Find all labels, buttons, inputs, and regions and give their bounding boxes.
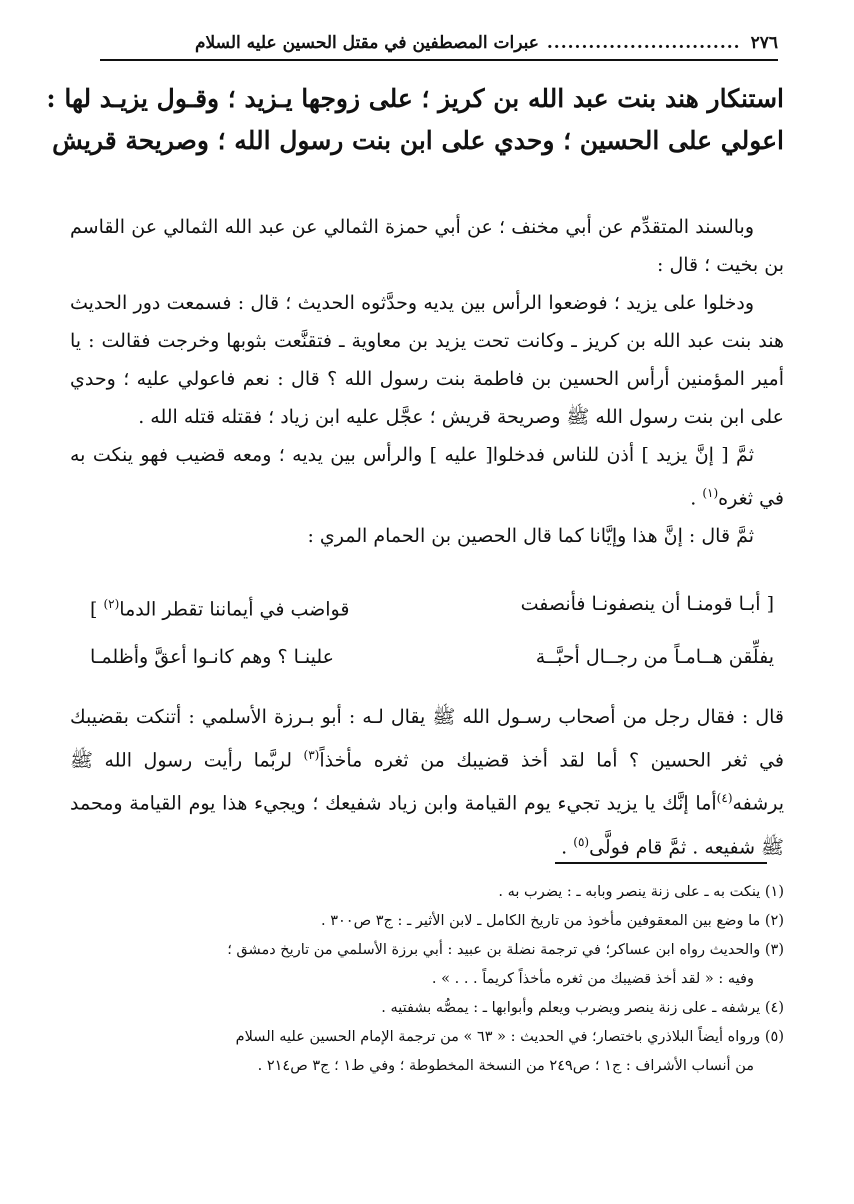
paragraph-isnad: وبالسند المتقدِّم عن أبي مخنف ؛ عن أبي حمزة الثمالي عن عبد الله الثمالي عن القاسم بن بخيت ؛ قال : [70, 216, 784, 276]
poem-line-2-second-hemistich: علينـا ؟ وهم كانـوا أعقَّ وأظلمـا [90, 646, 335, 669]
poem-line-1-second-hemistich [90, 580, 349, 633]
footnotes [70, 878, 784, 1081]
footnote-ref-5: (٥) [573, 834, 590, 849]
footnote-2: (٢) ما وضع بين المعقوفين مأخوذ من تاريخ الكامل ـ لابن الأثير ـ : ج٣ ص٣٠٠ . [320, 913, 784, 929]
footnote-4: (٤) يرشفه ـ على زنة ينصر ويضرب ويعلم وأبوابها ـ : يمصُّه بشفتيه . [381, 1000, 784, 1016]
poem-line-1 [90, 580, 774, 633]
poem-line-2 [90, 633, 774, 681]
footnote-rule [555, 862, 767, 864]
footnote-ref-1: (١) [702, 486, 719, 500]
main-text-continued [70, 698, 784, 866]
footnote-ref-2: (٢) [103, 597, 120, 611]
poem-line-1-first-hemistich: [ أبـا قومنـا أن ينصفونـا فأنصفت [520, 593, 774, 615]
running-header [100, 28, 778, 58]
header-rule [100, 59, 778, 61]
paragraph-abu-barza-part-1: قال : فقال رجل من أصحاب رسـول الله ﷺ يقال لـه : أبو بـرزة الأسلمي : أتنكت بقضيبك في ثغر الحسين ؟ أما لقد أخذ قضيبك من ثغره مأخذاً [70, 706, 784, 772]
poem-line-1-second-text: قواضب في أيماننا تقطر الدما [119, 598, 350, 621]
poem-line-1-close: ] [90, 598, 104, 621]
title-line-2: اعولي على الحسين ؛ وحدي على ابن بنت رسول الله ؛ وصريحة قريش [52, 126, 784, 155]
title-line-1: استنكار هند بنت عبد الله بن كريز ؛ على زوجها يـزيد ؛ وقـول يزيـد لها : [46, 84, 784, 113]
paragraph-abu-barza-part-3: أما إنَّك يا يزيد تجيء يوم القيامة وابن زياد شفيعك ؛ ويجيء هذا يوم القيامة ومحمد ﷺ شفيعه . ثمَّ قام فولَّى [70, 792, 784, 858]
running-title: عبرات المصطفين في مقتل الحسين عليه السلام [195, 33, 539, 53]
footnote-ref-4: (٤) [716, 791, 733, 806]
poem-line-2-first-hemistich: يفلِّقن هــامـاً من رجــال أحبَّــة [535, 646, 774, 669]
paragraph-abu-barza-part-2: لربَّما رأيت رسول الله ﷺ يرشفه [70, 749, 784, 815]
paragraph-hind: ودخلوا على يزيد ؛ فوضعوا الرأس بين يديه وحدَّثوه الحديث ؛ قال : فسمعت دور الحديث هند بنت عبد الله بن كريز ـ وكانت تحت يزيد بن معاوية ـ فتقنَّعت بثوبها وخرجت فقالت : يا أمير المؤمنين أرأس الحسين بن فاطمة بنت رسول الله ؟ قال : نعم فاعولي عليه ؛ وحدي على ابن بنت رسول الله ﷺ وصريحة قريش ؛ عجَّل عليه ابن زياد ؛ فقتله قتله الله . [70, 292, 784, 428]
paragraph-permission-text: ثمَّ [ إنَّ يزيد ] أذن للناس فدخلوا[ عليه ] والرأس بين يديه ؛ ومعه قضيب فهو ينكت به في ثغره [70, 444, 784, 510]
footnote-3: (٣) والحديث رواه ابن عساكر؛ في ترجمة نضلة بن عبيد : أبي برزة الأسلمي من تاريخ دمشق ؛ [227, 942, 784, 958]
paragraph-quote-intro: ثمَّ قال : إنَّ هذا وإيَّانا كما قال الحصين بن الحمام المري : [307, 525, 754, 548]
section-title [46, 78, 784, 162]
header-leader-dots: ............................ [546, 33, 741, 53]
paragraph-permission-end: . [690, 487, 703, 510]
paragraph-abu-barza-end: . [561, 835, 574, 858]
page-number: ٢٧٦ [750, 33, 778, 53]
poem [90, 580, 774, 681]
paragraph-abu-barza [70, 698, 784, 866]
footnote-3-continued: وفيه : « لقد أخذ قضيبك من ثغره مأخذاً كريماً . . . » . [431, 971, 754, 987]
footnote-ref-3: (٣) [303, 748, 320, 762]
paragraph-permission [70, 436, 784, 517]
footnote-5: (٥) ورواه أيضاً البلاذري باختصار؛ في الحديث : « ٦٣ » من ترجمة الإمام الحسين عليه السلام [235, 1029, 784, 1045]
footnote-1: (١) ينكت به ـ على زنة ينصر وبابه ـ : يضرب به . [498, 884, 784, 900]
main-text [70, 208, 784, 555]
footnote-5-continued: من أنساب الأشراف : ج١ ؛ ص٢٤٩ من النسخة المخطوطة ؛ وفي ط١ ؛ ج٣ ص٢١٤ . [257, 1058, 754, 1074]
